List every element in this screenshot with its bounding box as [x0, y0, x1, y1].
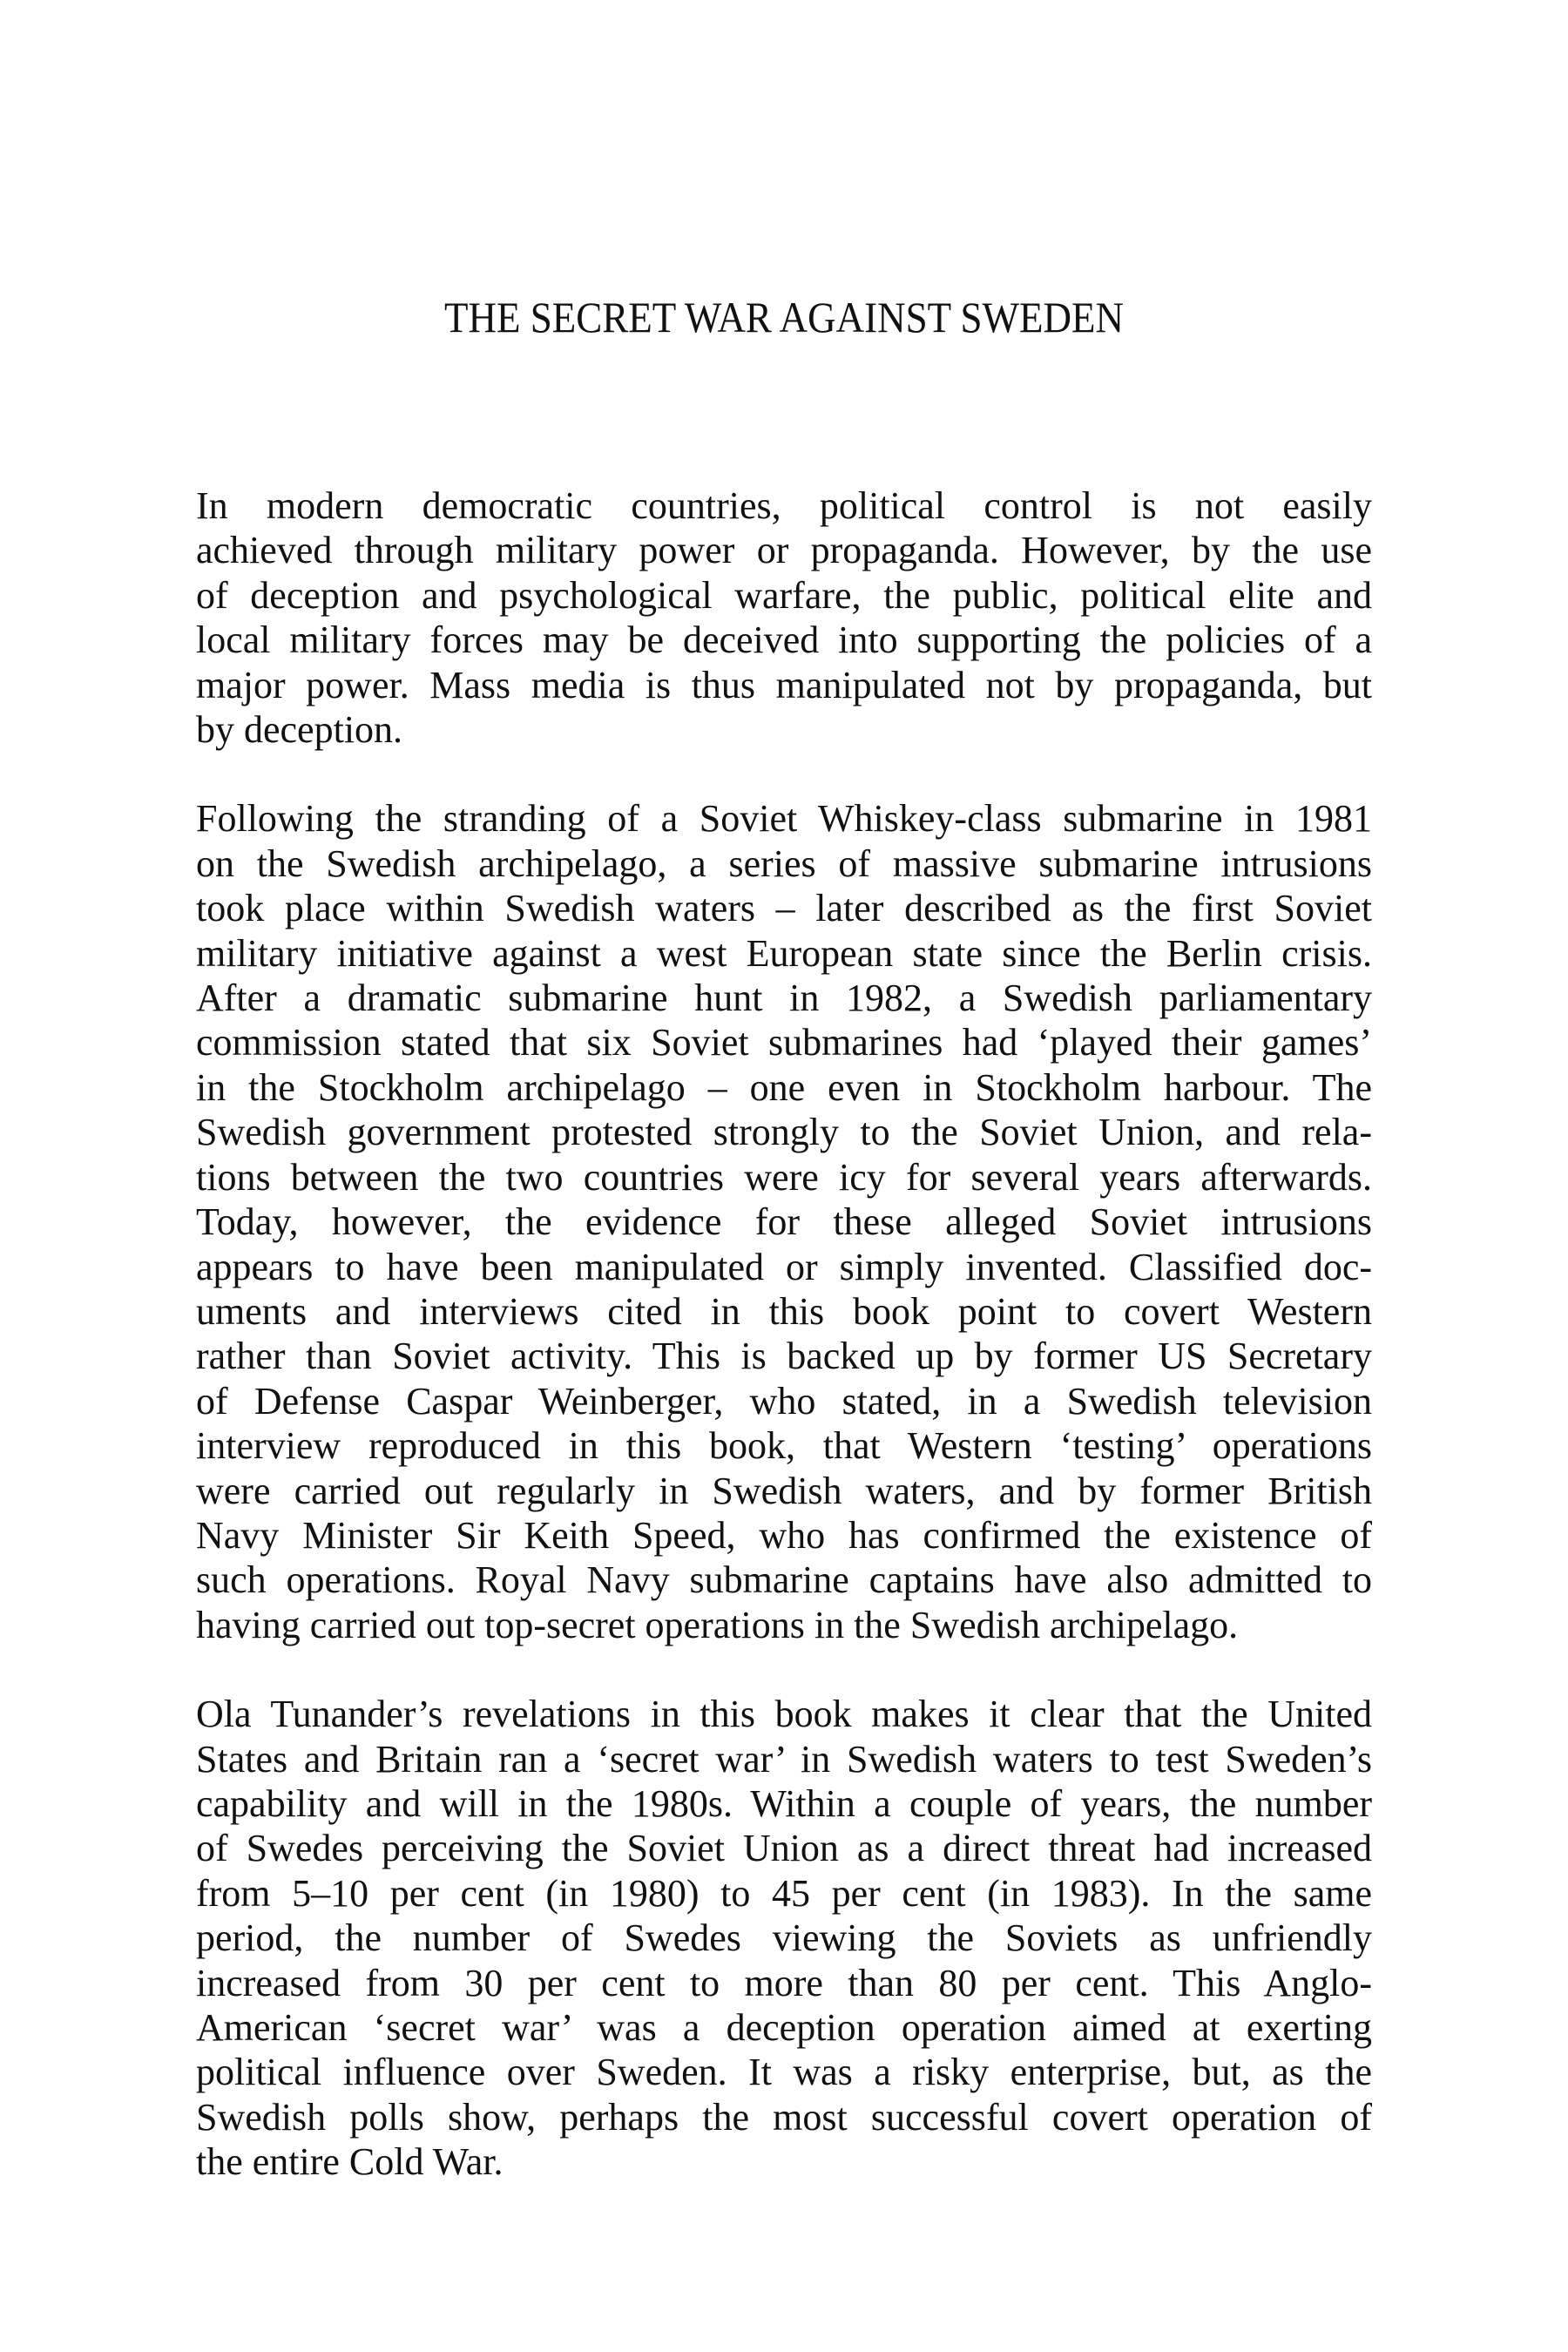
text-line: In modern democratic countries, political control is not easily [196, 484, 1372, 527]
text-line: in the Stockholm archipelago – one even in Stockholm harbour. The [196, 1065, 1372, 1109]
text-line: uments and interviews cited in this book point to covert Western [196, 1289, 1372, 1333]
text-line: Swedish government protested strongly to the Soviet Union, and rela- [196, 1111, 1372, 1154]
text-line: of deception and psychological warfare, the public, political elite and [196, 573, 1372, 617]
text-line: major power. Mass media is thus manipulated not by propaganda, but [196, 663, 1372, 706]
text-line: on the Swedish archipelago, a series of massive submarine intrusions [196, 841, 1372, 885]
text-line: appears to have been manipulated or simply invented. Classified doc- [196, 1245, 1372, 1288]
text-line: Swedish polls show, perhaps the most successful covert operation of [196, 2095, 1372, 2139]
paragraph-1 [196, 483, 1372, 752]
text-line: military initiative against a west European state since the Berlin crisis. [196, 931, 1372, 975]
text-line: increased from 30 per cent to more than 80 per cent. This Anglo- [196, 1961, 1372, 2004]
text-line: took place within Swedish waters – later described as the first Soviet [196, 887, 1372, 930]
text-line: American ‘secret war’ was a deception operation aimed at exerting [196, 2006, 1372, 2049]
page-title: THE SECRET WAR AGAINST SWEDEN [443, 293, 1125, 341]
text-line: the entire Cold War. [196, 2140, 504, 2184]
text-line: After a dramatic submarine hunt in 1982, a Swedish parliamentary [196, 977, 1372, 1020]
text-line: from 5–10 per cent (in 1980) to 45 per cent (in 1983). In the same [196, 1871, 1372, 1915]
text-line: capability and will in the 1980s. Within a couple of years, the number [196, 1781, 1372, 1825]
text-line: Following the stranding of a Soviet Whiskey-class submarine in 1981 [196, 797, 1372, 841]
text-line: commission stated that six Soviet submarines had ‘played their games’ [196, 1021, 1372, 1064]
text-line: rather than Soviet activity. This is backed up by former US Secretary [196, 1335, 1372, 1378]
text-line: period, the number of Swedes viewing the Soviets as unfriendly [196, 1916, 1372, 1960]
text-line: Navy Minister Sir Keith Speed, who has confirmed the existence of [196, 1513, 1372, 1557]
text-line: local military forces may be deceived into supporting the policies of a [196, 618, 1372, 662]
text-line: tions between the two countries were icy for several years afterwards. [196, 1155, 1372, 1199]
body-text [196, 483, 1372, 2229]
text-line: such operations. Royal Navy submarine captains have also admitted to [196, 1558, 1372, 1602]
text-line: interview reproduced in this book, that Western ‘testing’ operations [196, 1424, 1372, 1468]
text-line: of Defense Caspar Weinberger, who stated, in a Swedish television [196, 1379, 1372, 1423]
text-line: of Swedes perceiving the Soviet Union as a direct threat had increased [196, 1827, 1372, 1870]
text-line: Today, however, the evidence for these alleged Soviet intrusions [196, 1200, 1372, 1244]
paragraph-2 [196, 796, 1372, 1647]
text-line: by deception. [196, 708, 403, 752]
text-line: political influence over Sweden. It was a risky enterprise, but, as the [196, 2051, 1372, 2094]
text-line: were carried out regularly in Swedish waters, and by former British [196, 1469, 1372, 1512]
paragraph-3 [196, 1692, 1372, 2184]
text-line: Ola Tunander’s revelations in this book makes it clear that the United [196, 1693, 1372, 1736]
text-line: achieved through military power or propaganda. However, by the use [196, 529, 1372, 572]
text-line: having carried out top-secret operations in the Swedish archipelago. [196, 1603, 1239, 1646]
text-line: States and Britain ran a ‘secret war’ in Swedish waters to test Sweden’s [196, 1737, 1372, 1781]
